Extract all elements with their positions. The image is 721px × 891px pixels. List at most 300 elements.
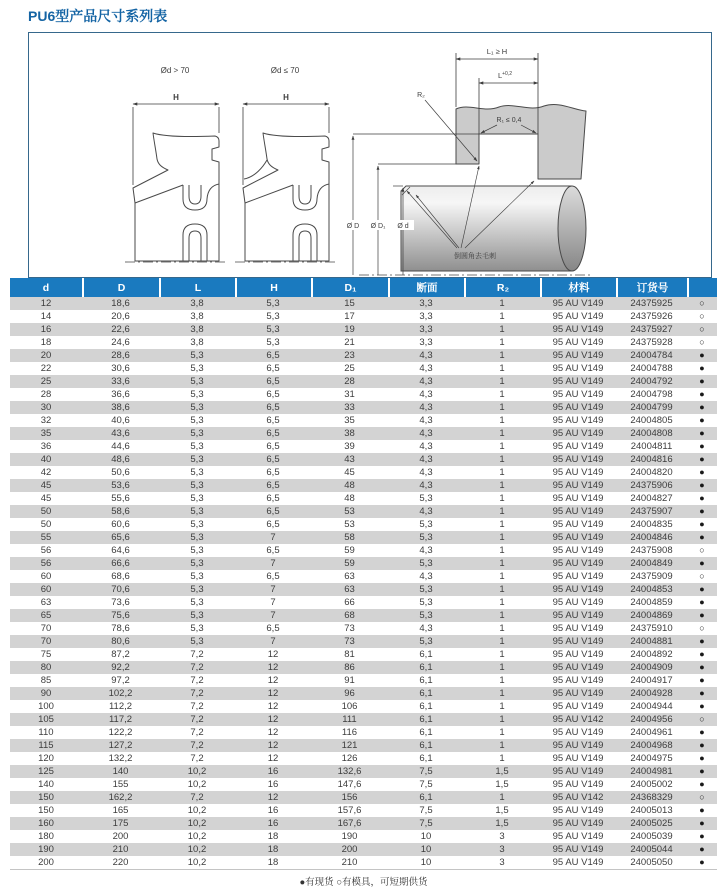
table-cell: 58,6	[82, 505, 159, 518]
table-cell: 6,5	[235, 518, 311, 531]
availability-dot: ●	[687, 687, 717, 700]
table-cell: 12	[235, 791, 311, 804]
availability-dot: ●	[687, 635, 717, 648]
table-cell: 5,3	[388, 583, 464, 596]
table-cell: 24004944	[616, 700, 687, 713]
table-cell: 3,8	[159, 323, 235, 336]
table-row	[10, 791, 717, 804]
housing-block	[456, 104, 586, 179]
table-cell: 1	[464, 726, 540, 739]
table-cell: 6,1	[388, 713, 464, 726]
table-cell: 5,3	[159, 492, 235, 505]
table-row	[10, 401, 717, 414]
table-row	[10, 583, 717, 596]
table-cell: 7,2	[159, 791, 235, 804]
table-cell: 220	[82, 856, 159, 870]
table-header-row	[10, 278, 717, 297]
table-cell: 36,6	[82, 388, 159, 401]
table-row	[10, 596, 717, 609]
table-cell: 111	[311, 713, 388, 726]
table-row	[10, 362, 717, 375]
table-cell: 12	[235, 661, 311, 674]
table-row	[10, 700, 717, 713]
table-cell: 24375927	[616, 323, 687, 336]
table-cell: 1,5	[464, 804, 540, 817]
table-row	[10, 336, 717, 349]
table-cell: 10	[388, 856, 464, 870]
table-cell: 7,5	[388, 817, 464, 830]
column-header: D₁	[311, 278, 388, 297]
table-cell: 5,3	[159, 440, 235, 453]
table-cell: 6,5	[235, 375, 311, 388]
table-cell: 28	[311, 375, 388, 388]
table-cell: 73	[311, 622, 388, 635]
table-cell: 24004968	[616, 739, 687, 752]
column-header: 材料	[540, 278, 616, 297]
table-cell: 6,5	[235, 427, 311, 440]
table-row	[10, 388, 717, 401]
availability-dot: ●	[687, 843, 717, 856]
table-cell: 5,3	[159, 596, 235, 609]
table-row	[10, 479, 717, 492]
table-cell: 150	[10, 791, 82, 804]
availability-legend: ●有现货 ○有模具，可短期供货	[299, 877, 428, 888]
table-cell: 4,3	[388, 349, 464, 362]
table-cell: 1	[464, 635, 540, 648]
table-row	[10, 310, 717, 323]
table-row	[10, 297, 717, 310]
table-cell: 86	[311, 661, 388, 674]
availability-dot: ●	[687, 765, 717, 778]
table-cell: 16	[10, 323, 82, 336]
table-cell: 4,3	[388, 505, 464, 518]
table-cell: 12	[235, 726, 311, 739]
table-cell: 5,3	[235, 310, 311, 323]
table-cell: 1	[464, 648, 540, 661]
label-r1: R₁ ≤ 0,4	[496, 117, 522, 124]
table-cell: 1	[464, 791, 540, 804]
table-cell: 59	[311, 557, 388, 570]
table-cell: 7	[235, 635, 311, 648]
table-cell: 150	[10, 804, 82, 817]
table-cell: 66	[311, 596, 388, 609]
table-cell: 6,1	[388, 648, 464, 661]
table-cell: 63	[10, 596, 82, 609]
table-cell: 1	[464, 466, 540, 479]
table-cell: 24004849	[616, 557, 687, 570]
table-cell: 18	[235, 830, 311, 843]
table-cell: 1	[464, 752, 540, 765]
table-cell: 39	[311, 440, 388, 453]
table-cell: 1	[464, 570, 540, 583]
table-row	[10, 817, 717, 830]
table-cell: 65	[10, 609, 82, 622]
table-cell: 24004917	[616, 674, 687, 687]
table-cell: 53	[311, 518, 388, 531]
availability-dot: ○	[687, 544, 717, 557]
table-cell: 95 AU V149	[540, 817, 616, 830]
table-cell: 200	[311, 843, 388, 856]
table-cell: 7,2	[159, 674, 235, 687]
table-cell: 5,3	[388, 609, 464, 622]
availability-dot: ●	[687, 466, 717, 479]
table-cell: 95 AU V149	[540, 544, 616, 557]
table-row	[10, 427, 717, 440]
label-l: $L^{+0,2}$	[497, 71, 513, 80]
table-cell: 91	[311, 674, 388, 687]
table-cell: 4,3	[388, 414, 464, 427]
label-d-le-70: Ød ≤ 70	[270, 66, 300, 75]
table-cell: 4,3	[388, 375, 464, 388]
table-cell: 5,3	[159, 466, 235, 479]
table-cell: 1	[464, 375, 540, 388]
availability-dot: ●	[687, 518, 717, 531]
table-cell: 4,3	[388, 453, 464, 466]
table-cell: 35	[311, 414, 388, 427]
table-cell: 1	[464, 700, 540, 713]
table-cell: 120	[10, 752, 82, 765]
availability-dot: ●	[687, 739, 717, 752]
table-cell: 7,2	[159, 752, 235, 765]
table-body	[10, 297, 717, 870]
table-cell: 5,3	[159, 635, 235, 648]
table-cell: 45	[10, 479, 82, 492]
table-cell: 24375910	[616, 622, 687, 635]
table-cell: 33	[311, 401, 388, 414]
table-cell: 24004799	[616, 401, 687, 414]
table-cell: 24004909	[616, 661, 687, 674]
table-cell: 40	[10, 453, 82, 466]
table-cell: 59	[311, 544, 388, 557]
availability-dot: ●	[687, 726, 717, 739]
table-cell: 4,3	[388, 440, 464, 453]
table-cell: 6,5	[235, 492, 311, 505]
table-cell: 7,5	[388, 778, 464, 791]
table-cell: 95 AU V149	[540, 466, 616, 479]
table-cell: 24005044	[616, 843, 687, 856]
table-cell: 28,6	[82, 349, 159, 362]
table-cell: 6,5	[235, 453, 311, 466]
table-cell: 7,2	[159, 713, 235, 726]
table-cell: 95 AU V149	[540, 557, 616, 570]
table-cell: 60,6	[82, 518, 159, 531]
table-cell: 95 AU V149	[540, 453, 616, 466]
table-cell: 116	[311, 726, 388, 739]
availability-dot: ●	[687, 440, 717, 453]
table-cell: 95 AU V149	[540, 622, 616, 635]
table-cell: 23	[311, 349, 388, 362]
table-cell: 200	[10, 856, 82, 870]
table-cell: 50	[10, 518, 82, 531]
seal-drawing-svg	[29, 33, 711, 277]
table-cell: 4,3	[388, 544, 464, 557]
table-cell: 100	[10, 700, 82, 713]
label-dia-D: Ø D	[346, 223, 360, 230]
page-title: PU6型产品尺寸系列表	[28, 8, 168, 24]
availability-dot: ●	[687, 388, 717, 401]
availability-dot: ●	[687, 531, 717, 544]
table-cell: 25	[10, 375, 82, 388]
table-cell: 24368329	[616, 791, 687, 804]
table-cell: 20,6	[82, 310, 159, 323]
table-cell: 24004881	[616, 635, 687, 648]
table-cell: 95 AU V149	[540, 440, 616, 453]
table-cell: 1	[464, 297, 540, 310]
table-cell: 55,6	[82, 492, 159, 505]
table-cell: 10,2	[159, 856, 235, 870]
table-cell: 10	[388, 830, 464, 843]
table-cell: 167,6	[311, 817, 388, 830]
table-cell: 36	[10, 440, 82, 453]
table-cell: 10,2	[159, 804, 235, 817]
table-cell: 95 AU V149	[540, 843, 616, 856]
table-cell: 190	[311, 830, 388, 843]
table-cell: 6,5	[235, 401, 311, 414]
table-cell: 5,3	[159, 414, 235, 427]
table-cell: 6,1	[388, 752, 464, 765]
table-cell: 5,3	[159, 622, 235, 635]
table-cell: 3,8	[159, 297, 235, 310]
technical-drawing	[28, 32, 712, 278]
table-cell: 92,2	[82, 661, 159, 674]
table-cell: 95 AU V142	[540, 791, 616, 804]
table-cell: 12	[235, 674, 311, 687]
table-cell: 58	[311, 531, 388, 544]
table-cell: 1	[464, 440, 540, 453]
table-cell: 95 AU V149	[540, 349, 616, 362]
table-cell: 105	[10, 713, 82, 726]
table-cell: 95 AU V149	[540, 804, 616, 817]
table-cell: 3,3	[388, 310, 464, 323]
table-cell: 132,2	[82, 752, 159, 765]
table-cell: 95 AU V149	[540, 674, 616, 687]
table-cell: 106	[311, 700, 388, 713]
table-cell: 78,6	[82, 622, 159, 635]
table-cell: 6,5	[235, 414, 311, 427]
table-cell: 115	[10, 739, 82, 752]
table-cell: 95 AU V149	[540, 505, 616, 518]
table-cell: 5,3	[159, 362, 235, 375]
table-cell: 6,1	[388, 687, 464, 700]
table-cell: 70	[10, 622, 82, 635]
table-cell: 12	[10, 297, 82, 310]
table-cell: 160	[10, 817, 82, 830]
table-cell: 1	[464, 414, 540, 427]
table-cell: 7	[235, 531, 311, 544]
table-cell: 5,3	[159, 531, 235, 544]
table-cell: 1	[464, 557, 540, 570]
table-cell: 1	[464, 583, 540, 596]
table-cell: 18	[10, 336, 82, 349]
table-cell: 1	[464, 518, 540, 531]
table-cell: 1	[464, 622, 540, 635]
table-cell: 24004835	[616, 518, 687, 531]
label-chamfer-note: 倒圆角去毛刺	[454, 253, 496, 260]
table-cell: 5,3	[388, 557, 464, 570]
table-cell: 95 AU V149	[540, 635, 616, 648]
table-row	[10, 778, 717, 791]
table-cell: 7,2	[159, 648, 235, 661]
table-cell: 97,2	[82, 674, 159, 687]
table-cell: 44,6	[82, 440, 159, 453]
table-cell: 5,3	[159, 583, 235, 596]
table-cell: 68,6	[82, 570, 159, 583]
table-cell: 156	[311, 791, 388, 804]
table-cell: 6,5	[235, 349, 311, 362]
table-cell: 6,5	[235, 622, 311, 635]
table-row	[10, 752, 717, 765]
table-cell: 1	[464, 531, 540, 544]
availability-dot: ●	[687, 596, 717, 609]
availability-dot: ●	[687, 804, 717, 817]
table-cell: 95 AU V149	[540, 401, 616, 414]
table-row	[10, 570, 717, 583]
table-cell: 6,5	[235, 362, 311, 375]
availability-dot: ○	[687, 297, 717, 310]
table-cell: 3	[464, 830, 540, 843]
table-cell: 3,3	[388, 336, 464, 349]
table-cell: 210	[82, 843, 159, 856]
table-cell: 127,2	[82, 739, 159, 752]
table-row	[10, 804, 717, 817]
table-row	[10, 609, 717, 622]
table-cell: 24004827	[616, 492, 687, 505]
table-cell: 48,6	[82, 453, 159, 466]
table-cell: 165	[82, 804, 159, 817]
table-cell: 95 AU V149	[540, 596, 616, 609]
table-cell: 95 AU V149	[540, 570, 616, 583]
table-cell: 24375908	[616, 544, 687, 557]
table-cell: 1	[464, 427, 540, 440]
label-l1: L₁ ≥ H	[486, 47, 508, 56]
table-cell: 1,5	[464, 765, 540, 778]
table-cell: 20	[10, 349, 82, 362]
table-row	[10, 466, 717, 479]
label-h-left: H	[173, 93, 179, 102]
table-cell: 200	[82, 830, 159, 843]
table-cell: 24005002	[616, 778, 687, 791]
table-cell: 45	[10, 492, 82, 505]
availability-dot: ●	[687, 362, 717, 375]
table-cell: 95 AU V149	[540, 726, 616, 739]
table-cell: 3	[464, 843, 540, 856]
column-header: R₂	[464, 278, 540, 297]
table-cell: 81	[311, 648, 388, 661]
label-dia-D1: Ø D₁	[370, 223, 386, 230]
table-cell: 95 AU V149	[540, 765, 616, 778]
table-cell: 65,6	[82, 531, 159, 544]
table-cell: 24004961	[616, 726, 687, 739]
table-cell: 95 AU V149	[540, 830, 616, 843]
table-cell: 10,2	[159, 843, 235, 856]
table-cell: 95 AU V142	[540, 713, 616, 726]
table-row	[10, 440, 717, 453]
table-cell: 48	[311, 479, 388, 492]
table-cell: 16	[235, 778, 311, 791]
table-cell: 4,3	[388, 466, 464, 479]
table-cell: 12	[235, 700, 311, 713]
table-cell: 1	[464, 544, 540, 557]
table-cell: 32	[10, 414, 82, 427]
table-cell: 43	[311, 453, 388, 466]
table-cell: 73,6	[82, 596, 159, 609]
table-cell: 55	[10, 531, 82, 544]
table-cell: 10,2	[159, 778, 235, 791]
table-cell: 95 AU V149	[540, 752, 616, 765]
table-cell: 50	[10, 505, 82, 518]
table-cell: 24004975	[616, 752, 687, 765]
table-row	[10, 648, 717, 661]
table-cell: 7,5	[388, 804, 464, 817]
table-cell: 4,3	[388, 401, 464, 414]
table-cell: 25	[311, 362, 388, 375]
table-row	[10, 414, 717, 427]
table-cell: 5,3	[388, 531, 464, 544]
table-cell: 16	[235, 804, 311, 817]
table-cell: 5,3	[235, 336, 311, 349]
table-cell: 40,6	[82, 414, 159, 427]
table-cell: 95 AU V149	[540, 323, 616, 336]
table-cell: 5,3	[159, 401, 235, 414]
table-cell: 10,2	[159, 830, 235, 843]
table-cell: 21	[311, 336, 388, 349]
table-row	[10, 635, 717, 648]
table-cell: 180	[10, 830, 82, 843]
seal-profile-large	[133, 133, 219, 261]
availability-dot: ●	[687, 609, 717, 622]
table-cell: 210	[311, 856, 388, 870]
seal-profile-small	[243, 133, 329, 261]
table-row	[10, 726, 717, 739]
availability-dot: ○	[687, 336, 717, 349]
table-cell: 24004981	[616, 765, 687, 778]
table-cell: 10,2	[159, 765, 235, 778]
table-cell: 75	[10, 648, 82, 661]
table-cell: 24004859	[616, 596, 687, 609]
table-cell: 12	[235, 739, 311, 752]
table-cell: 16	[235, 817, 311, 830]
table-row	[10, 557, 717, 570]
table-cell: 5,3	[159, 557, 235, 570]
table-cell: 5,3	[159, 570, 235, 583]
table-cell: 110	[10, 726, 82, 739]
table-cell: 43,6	[82, 427, 159, 440]
table-row	[10, 765, 717, 778]
column-header: D	[82, 278, 159, 297]
table-cell: 95 AU V149	[540, 531, 616, 544]
table-cell: 90	[10, 687, 82, 700]
table-row	[10, 830, 717, 843]
availability-dot: ●	[687, 778, 717, 791]
table-cell: 1	[464, 739, 540, 752]
table-cell: 95 AU V149	[540, 583, 616, 596]
table-cell: 16	[235, 765, 311, 778]
table-cell: 18,6	[82, 297, 159, 310]
table-cell: 3,3	[388, 323, 464, 336]
availability-dot: ○	[687, 310, 717, 323]
table-cell: 24004805	[616, 414, 687, 427]
table-cell: 6,5	[235, 479, 311, 492]
table-cell: 60	[10, 570, 82, 583]
table-cell: 7,5	[388, 765, 464, 778]
table-cell: 38,6	[82, 401, 159, 414]
table-row	[10, 323, 717, 336]
table-cell: 33,6	[82, 375, 159, 388]
table-cell: 5,3	[159, 505, 235, 518]
table-cell: 1	[464, 362, 540, 375]
table-cell: 70,6	[82, 583, 159, 596]
table-cell: 17	[311, 310, 388, 323]
